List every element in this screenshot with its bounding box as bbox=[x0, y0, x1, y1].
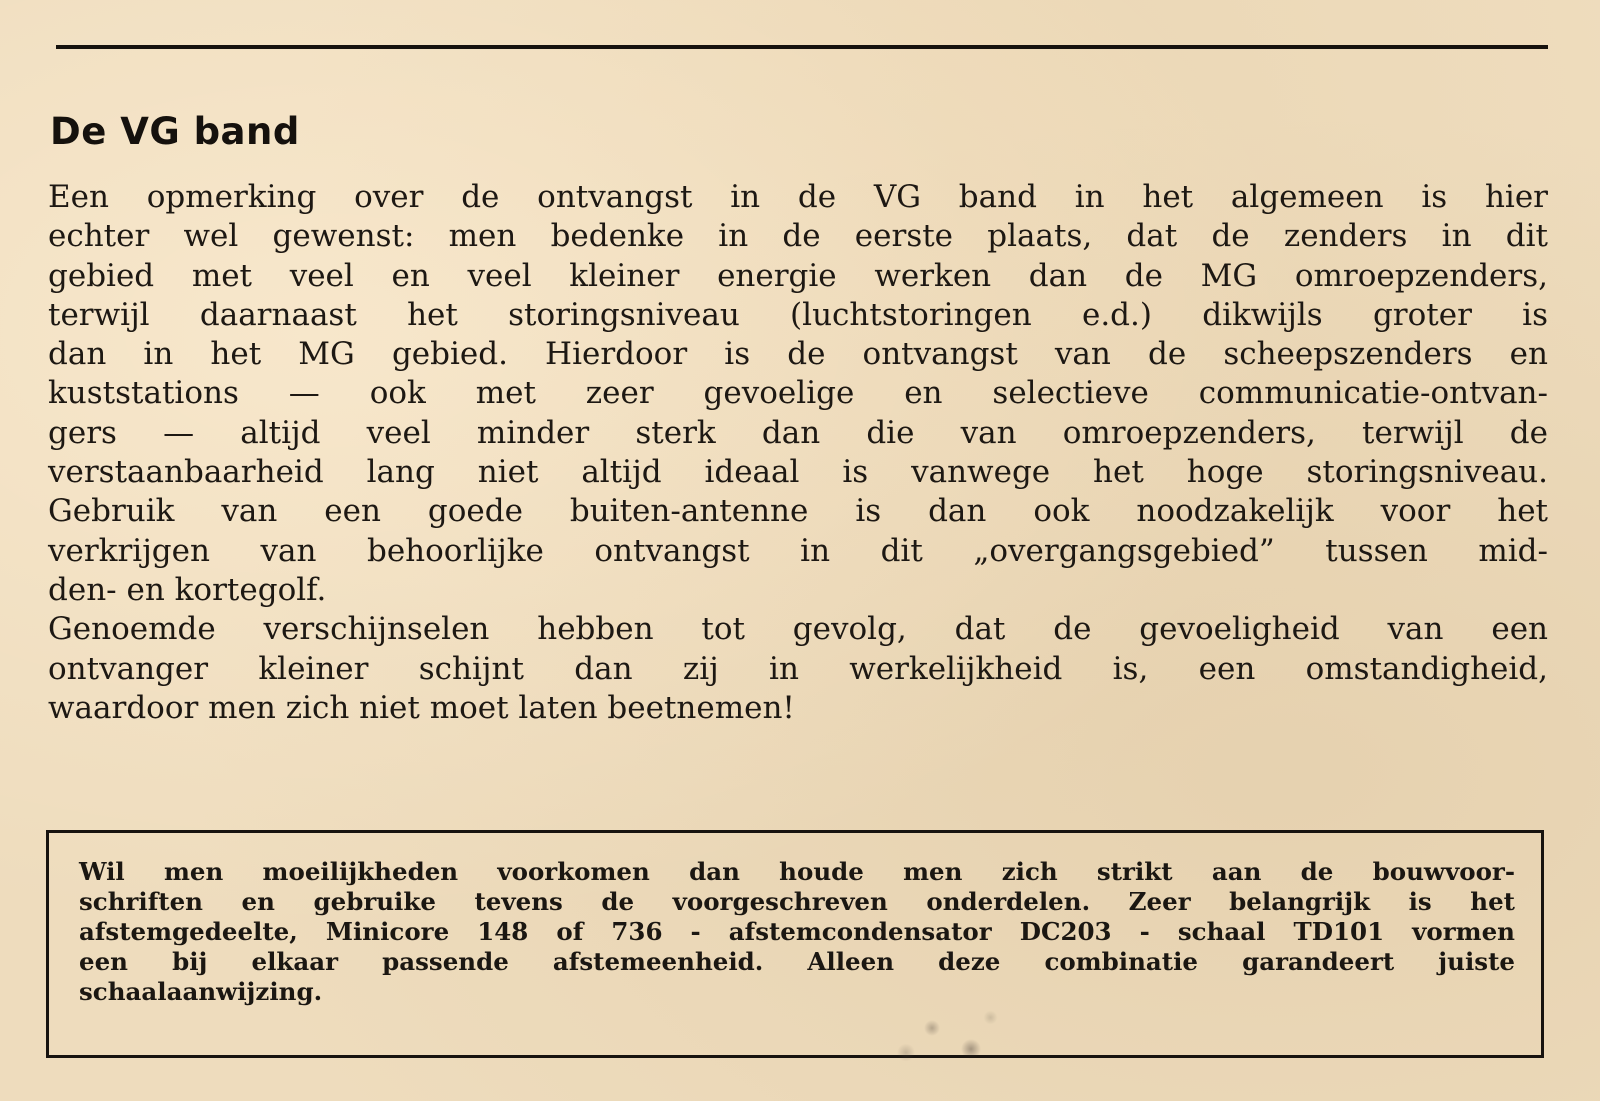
article-line: den- en kortegolf. bbox=[48, 571, 327, 608]
article-line: gebied met veel en veel kleiner energie werken dan de MG omroepzenders, bbox=[48, 257, 1548, 294]
article-body bbox=[48, 178, 1548, 728]
notice-line: een bij elkaar passende afstemeenheid. Alleen deze combinatie garandeert juiste bbox=[79, 947, 1515, 976]
notice-line: schriften en gebruike tevens de voorgeschreven onderdelen. Zeer belangrijk is het bbox=[79, 887, 1515, 916]
article-line: kuststations — ook met zeer gevoelige en selectieve communicatie-ontvan- bbox=[48, 375, 1548, 412]
article-line: waardoor men zich niet moet laten beetnemen! bbox=[48, 689, 795, 726]
article-line: Gebruik van een goede buiten-antenne is dan ook noodzakelijk voor het bbox=[48, 493, 1548, 530]
notice-line: afstemgedeelte, Minicore 148 of 736 - afstemcondensator DC203 - schaal TD101 vormen bbox=[79, 917, 1515, 946]
top-rule bbox=[56, 45, 1548, 49]
notice-box bbox=[46, 830, 1544, 1058]
article-line: terwijl daarnaast het storingsniveau (luchtstoringen e.d.) dikwijls groter is bbox=[48, 296, 1548, 333]
article-line: ontvanger kleiner schijnt dan zij in werkelijkheid is, een omstandigheid, bbox=[48, 650, 1548, 687]
article-line: Een opmerking over de ontvangst in de VG band in het algemeen is hier bbox=[48, 179, 1548, 215]
article-line: gers — altijd veel minder sterk dan die van omroepzenders, terwijl de bbox=[48, 414, 1548, 451]
notice-text bbox=[79, 857, 1515, 1007]
article-line: verkrijgen van behoorlijke ontvangst in dit „overgangsgebied” tussen mid- bbox=[48, 532, 1548, 569]
article-line: verstaanbaarheid lang niet altijd ideaal is vanwege het hoge storingsniveau. bbox=[48, 454, 1548, 491]
article-line: echter wel gewenst: men bedenke in de eerste plaats, dat de zenders in dit bbox=[48, 218, 1548, 255]
article-heading: De VG band bbox=[50, 110, 300, 153]
article-line: dan in het MG gebied. Hierdoor is de ontvangst van de scheepszenders en bbox=[48, 336, 1548, 373]
notice-line: Wil men moeilijkheden voorkomen dan houde men zich strikt aan de bouwvoor- bbox=[79, 857, 1515, 886]
notice-line: schaalaanwijzing. bbox=[79, 977, 323, 1006]
article-line: Genoemde verschijnselen hebben tot gevolg, dat de gevoeligheid van een bbox=[48, 611, 1548, 648]
